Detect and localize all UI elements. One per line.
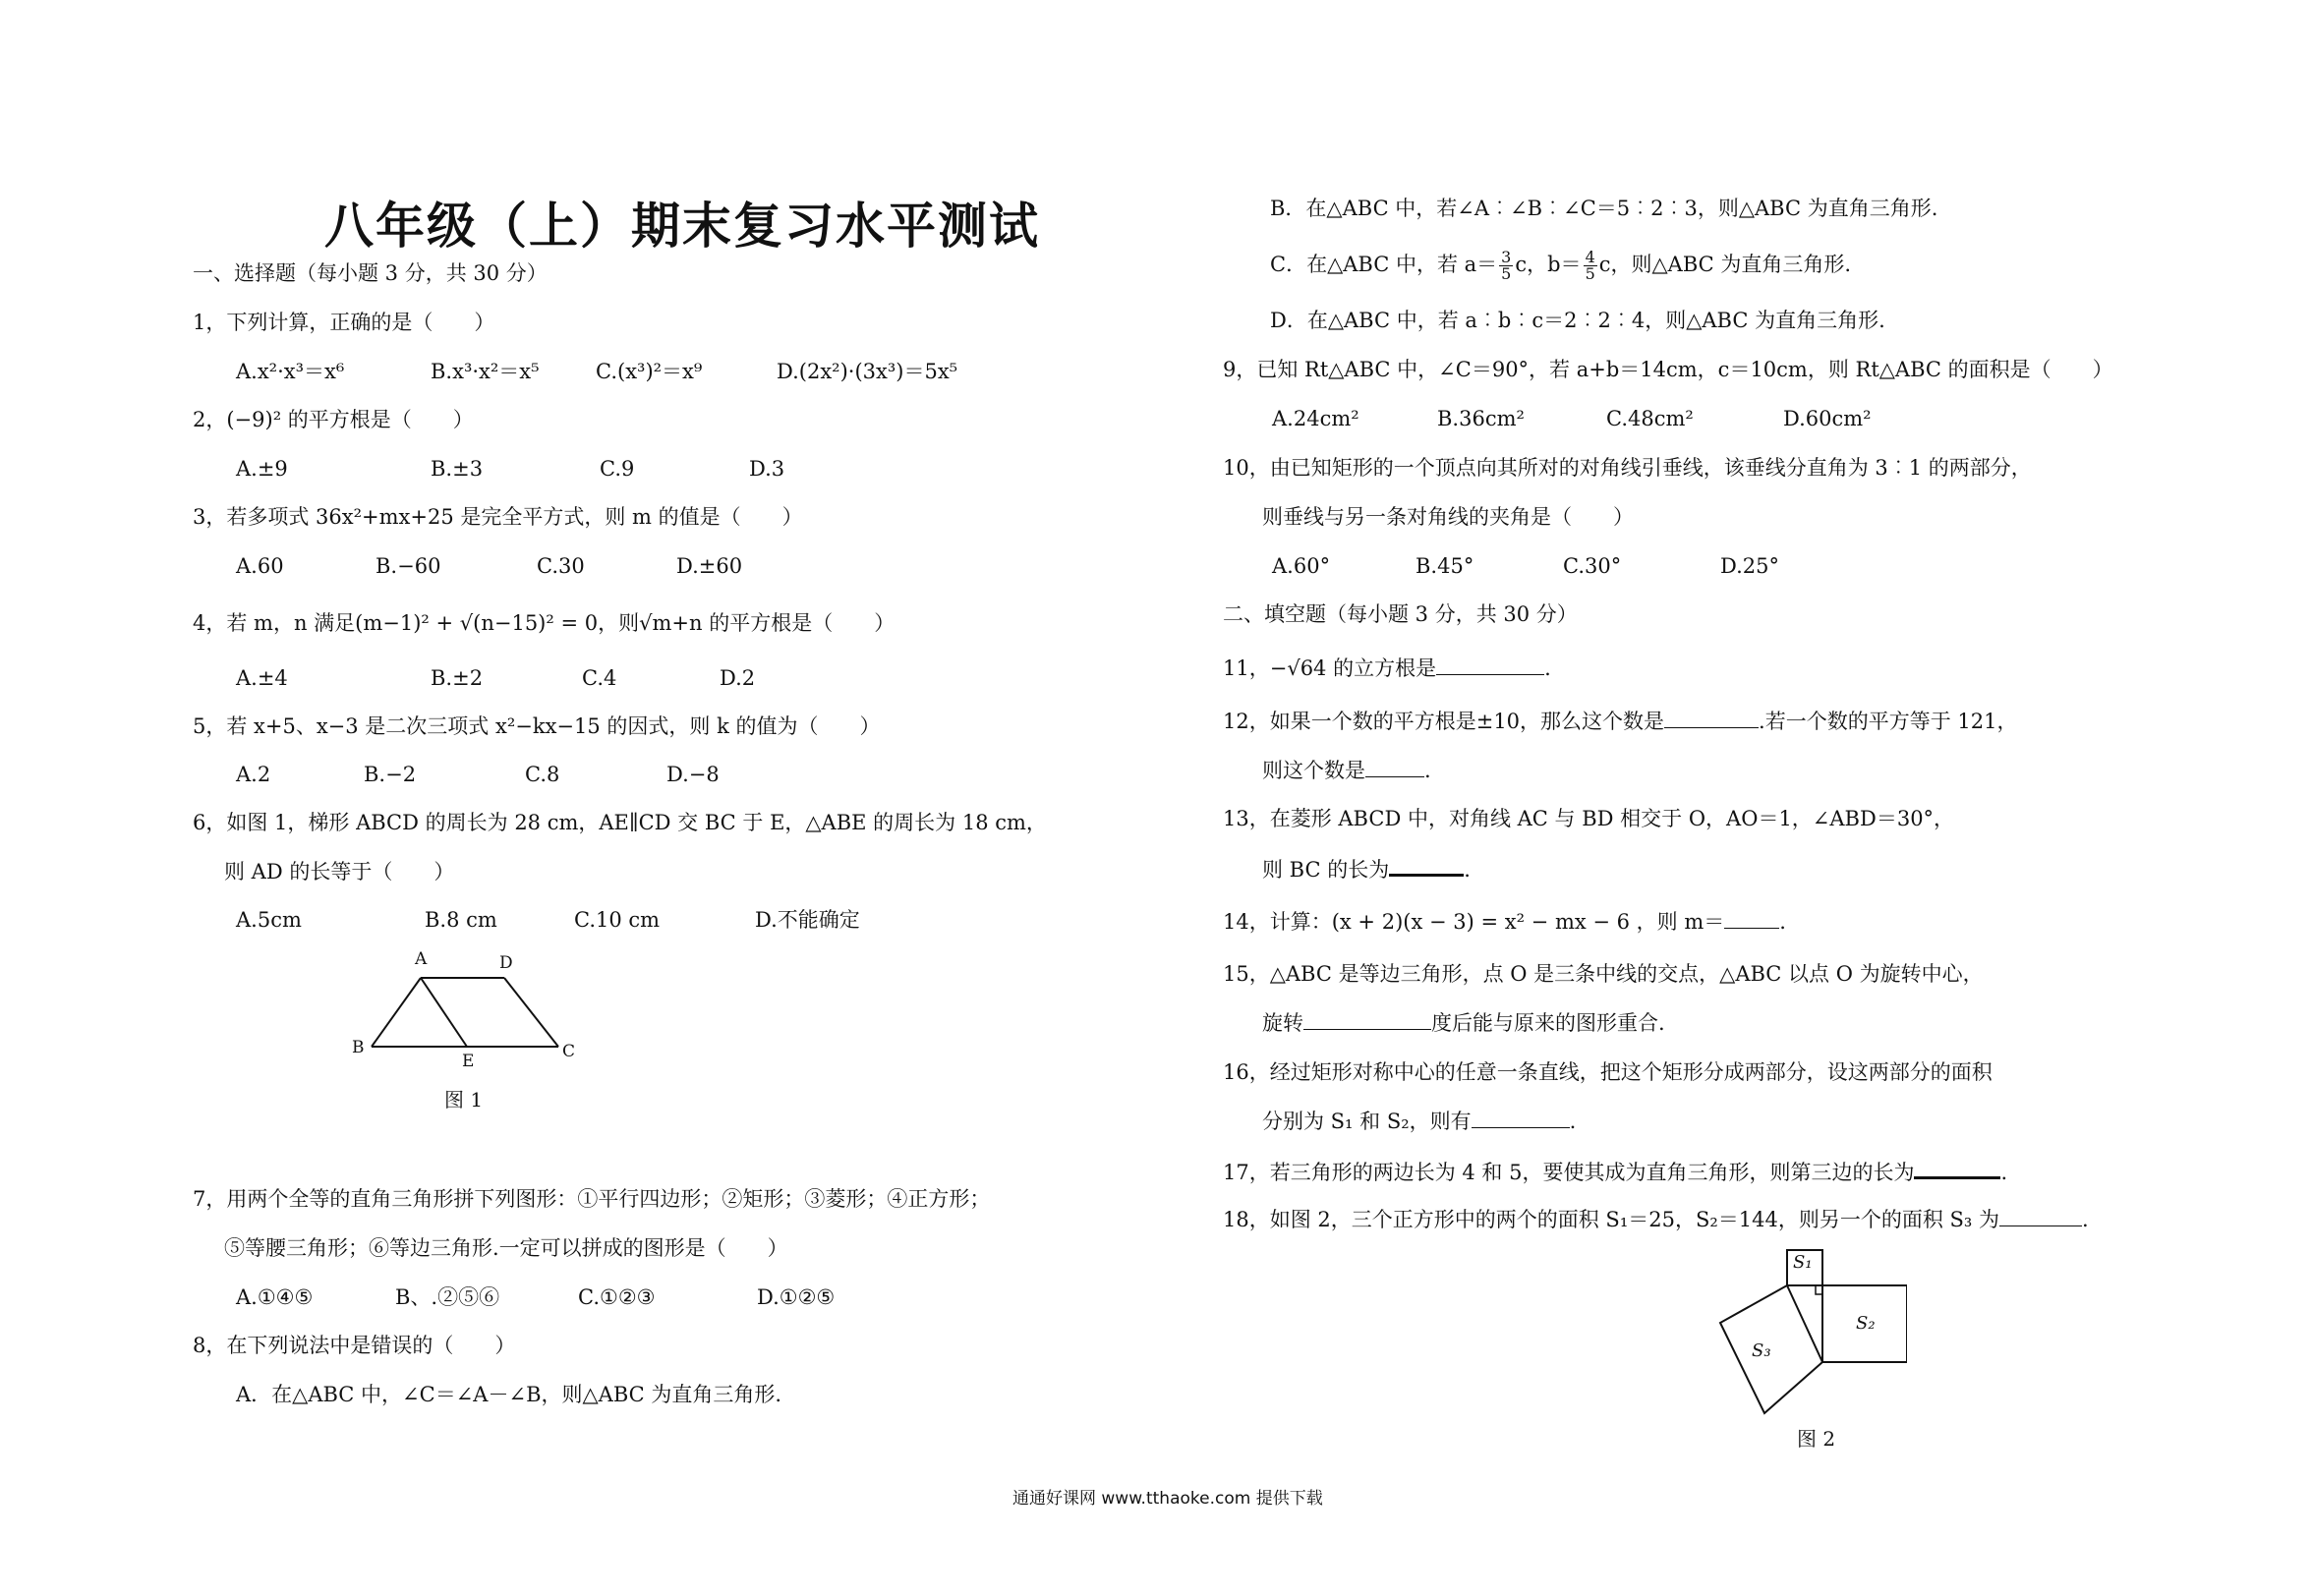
q8-option-a: A．在△ABC 中，∠C＝∠A－∠B，则△ABC 为直角三角形. bbox=[236, 1383, 782, 1406]
q2-option-c: C.9 bbox=[600, 457, 635, 481]
q10-option-b: B.45° bbox=[1415, 554, 1474, 578]
question-10: 10，由已知矩形的一个顶点向其所对的对角线引垂线，该垂线分直角为 3︰1 的两部分， bbox=[1223, 456, 2032, 480]
fig1-label-e: E bbox=[462, 1052, 475, 1071]
fig2-label-s2: S₂ bbox=[1856, 1313, 1876, 1334]
q1-option-a: A.x²·x³＝x⁶ bbox=[236, 360, 345, 383]
fig1-label-c: C bbox=[562, 1042, 576, 1061]
q8-option-c-pre: C．在△ABC 中，若 a＝ bbox=[1270, 253, 1498, 276]
q7-option-b: B、.②⑤⑥ bbox=[395, 1285, 500, 1309]
q9-option-b: B.36cm² bbox=[1437, 407, 1525, 430]
q3-option-c: C.30 bbox=[537, 554, 585, 578]
q9-option-d: D.60cm² bbox=[1783, 407, 1872, 430]
figure-2-caption: 图 2 bbox=[1797, 1427, 1836, 1451]
fig2-label-s1: S₁ bbox=[1793, 1252, 1813, 1273]
fig2-label-s3: S₃ bbox=[1752, 1340, 1771, 1361]
q3-option-a: A.60 bbox=[236, 554, 284, 578]
q8-option-c-post: c，则△ABC 为直角三角形. bbox=[1598, 253, 1852, 276]
q16-answer-blank[interactable] bbox=[1472, 1108, 1570, 1128]
question-15-line2: 旋转 度后能与原来的图形重合. bbox=[1262, 1011, 1665, 1035]
fraction-4-5: $\frac{4}{5}$ bbox=[1585, 248, 1595, 283]
q9-option-a: A.24cm² bbox=[1272, 407, 1359, 430]
q18-answer-blank[interactable] bbox=[1999, 1206, 2082, 1226]
question-7-line2: ⑤等腰三角形；⑥等边三角形.一定可以拼成的图形是（ ） bbox=[224, 1236, 788, 1260]
q10-option-d: D.25° bbox=[1720, 554, 1779, 578]
q6-option-b: B.8 cm bbox=[425, 908, 497, 932]
q3-option-d: D.±60 bbox=[676, 554, 743, 578]
q10-option-a: A.60° bbox=[1272, 554, 1331, 578]
q8-option-b: B．在△ABC 中，若∠A︰∠B︰∠C＝5︰2︰3，则△ABC 为直角三角形. bbox=[1270, 197, 1938, 220]
figure-1-trapezoid bbox=[344, 949, 590, 1073]
q7-option-d: D.①②⑤ bbox=[757, 1285, 836, 1309]
q8-option-c bbox=[1270, 250, 1851, 282]
fig1-label-a: A bbox=[415, 949, 428, 969]
q2-option-d: D.3 bbox=[749, 457, 785, 481]
q9-option-c: C.48cm² bbox=[1606, 407, 1694, 430]
question-13-line2: 则 BC 的长为 . bbox=[1262, 854, 1471, 884]
question-6-line2: 则 AD 的长等于（ ） bbox=[224, 860, 455, 884]
fig1-label-b: B bbox=[352, 1038, 365, 1057]
q3-option-b: B.−60 bbox=[376, 554, 441, 578]
q8-option-d: D．在△ABC 中，若 a︰b︰c＝2︰2︰4，则△ABC 为直角三角形. bbox=[1270, 309, 1885, 332]
question-13: 13，在菱形 ABCD 中，对角线 AC 与 BD 相交于 O，AO＝1，∠ABD＝30°， bbox=[1223, 807, 1955, 830]
question-9: 9，已知 Rt△ABC 中，∠C＝90°，若 a+b＝14cm，c＝10cm，则 Rt△ABC 的面积是（ ） bbox=[1223, 358, 2113, 381]
question-11: 11，−√64 的立方根是 . bbox=[1223, 656, 1551, 680]
question-1: 1，下列计算，正确的是（ ） bbox=[193, 311, 495, 334]
q4-option-d: D.2 bbox=[720, 666, 756, 690]
question-3: 3，若多项式 36x²+mx+25 是完全平方式，则 m 的值是（ ） bbox=[193, 505, 803, 529]
section-heading-choice: 一、选择题（每小题 3 分，共 30 分） bbox=[193, 261, 548, 285]
question-10-line2: 则垂线与另一条对角线的夹角是（ ） bbox=[1262, 505, 1634, 529]
section-heading-fill: 二、填空题（每小题 3 分，共 30 分） bbox=[1223, 602, 1578, 626]
q15-answer-blank[interactable] bbox=[1303, 1009, 1431, 1030]
q17-answer-blank[interactable] bbox=[1914, 1157, 2000, 1179]
q12-answer-blank-2[interactable] bbox=[1365, 757, 1424, 777]
figure-1-caption: 图 1 bbox=[444, 1088, 484, 1112]
q2-option-b: B.±3 bbox=[431, 457, 484, 481]
question-14: 14，计算：(x + 2)(x − 3) = x² − mx − 6 ，则 m＝ . bbox=[1223, 910, 1786, 934]
q4-option-c: C.4 bbox=[582, 666, 617, 690]
q5-option-a: A.2 bbox=[236, 763, 271, 786]
q7-option-c: C.①②③ bbox=[578, 1285, 656, 1309]
q1-option-d: D.(2x²)·(3x³)＝5x⁵ bbox=[777, 360, 958, 383]
q6-option-c: C.10 cm bbox=[574, 908, 661, 932]
question-6: 6，如图 1，梯形 ABCD 的周长为 28 cm，AE∥CD 交 BC 于 E，△ABE 的周长为 18 cm， bbox=[193, 811, 1047, 834]
q6-option-a: A.5cm bbox=[236, 908, 302, 932]
q4-option-a: A.±4 bbox=[236, 666, 288, 690]
question-15: 15，△ABC 是等边三角形，点 O 是三条中线的交点，△ABC 以点 O 为旋转中心， bbox=[1223, 962, 1984, 986]
question-8: 8，在下列说法中是错误的（ ） bbox=[193, 1334, 516, 1357]
question-4: 4，若 m，n 满足(m−1)² + √(n−15)² = 0，则√m+n 的平方根是（ ） bbox=[193, 611, 896, 635]
q13-answer-blank[interactable] bbox=[1389, 854, 1464, 877]
q6-option-d: D.不能确定 bbox=[755, 908, 860, 932]
question-12-line2: 则这个数是 . bbox=[1262, 759, 1431, 782]
q14-answer-blank[interactable] bbox=[1724, 908, 1779, 929]
question-7: 7，用两个全等的直角三角形拼下列图形：①平行四边形；②矩形；③菱形；④正方形； bbox=[193, 1187, 991, 1211]
q7-option-a: A.①④⑤ bbox=[236, 1285, 314, 1309]
q5-option-b: B.−2 bbox=[364, 763, 417, 786]
question-12: 12，如果一个数的平方根是±10，那么这个数是 .若一个数的平方等于 121， bbox=[1223, 710, 2018, 733]
q1-option-c: C.(x³)²＝x⁹ bbox=[596, 360, 703, 383]
q4-option-b: B.±2 bbox=[431, 666, 484, 690]
question-5: 5，若 x+5、x−3 是二次三项式 x²−kx−15 的因式，则 k 的值为（ ） bbox=[193, 714, 881, 738]
q5-option-d: D.−8 bbox=[666, 763, 720, 786]
footer-credit: 通通好课网 www.tthaoke.com 提供下载 bbox=[1012, 1489, 1323, 1509]
q11-answer-blank[interactable] bbox=[1436, 655, 1544, 675]
q12-answer-blank-1[interactable] bbox=[1664, 708, 1759, 728]
question-18: 18，如图 2，三个正方形中的两个的面积 S₁＝25，S₂＝144，则另一个的面积 S₃ 为 . bbox=[1223, 1208, 2089, 1231]
q1-option-b: B.x³·x²＝x⁵ bbox=[431, 360, 540, 383]
q5-option-c: C.8 bbox=[525, 763, 560, 786]
q8-option-c-mid: c，b＝ bbox=[1515, 253, 1582, 276]
fraction-3-5: $\frac{3}{5}$ bbox=[1501, 248, 1512, 283]
question-2: 2，(−9)² 的平方根是（ ） bbox=[193, 408, 474, 431]
q10-option-c: C.30° bbox=[1563, 554, 1622, 578]
q2-option-a: A.±9 bbox=[236, 457, 288, 481]
question-16: 16，经过矩形对称中心的任意一条直线，把这个矩形分成两部分，设这两部分的面积 bbox=[1223, 1060, 1993, 1084]
question-17: 17，若三角形的两边长为 4 和 5，要使其成为直角三角形，则第三边的长为 . bbox=[1223, 1157, 2007, 1186]
figure-2-squares bbox=[1691, 1238, 1907, 1415]
page-title: 八年级（上）期末复习水平测试 bbox=[324, 198, 1040, 255]
fig1-label-d: D bbox=[499, 953, 513, 973]
question-16-line2: 分别为 S₁ 和 S₂，则有 . bbox=[1262, 1110, 1577, 1133]
